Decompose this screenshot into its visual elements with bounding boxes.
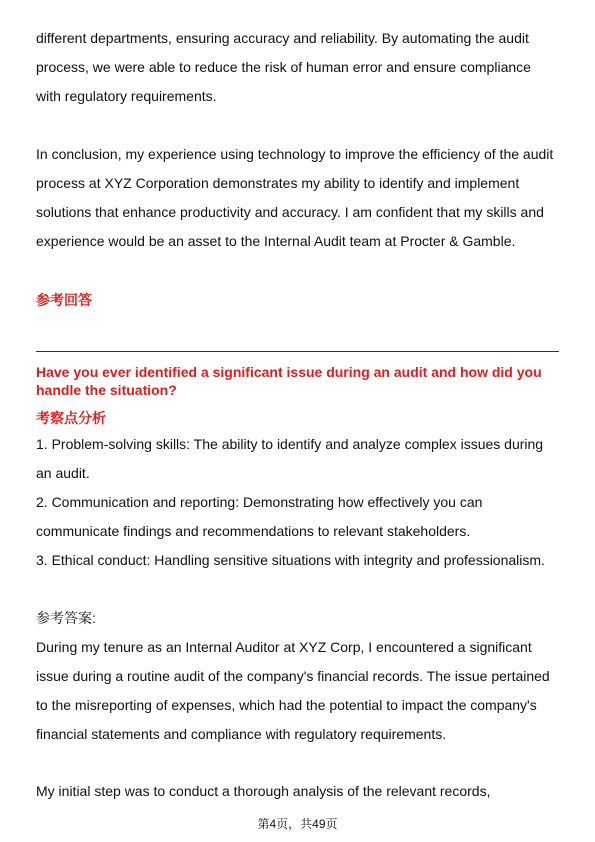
answer-paragraph: My initial step was to conduct a thorough analysis of the relevant records, [36,783,491,799]
answer-label: 参考答案: [36,610,96,626]
section-divider [36,351,559,352]
paragraph-conclusion: In conclusion, my experience using technology to improve the efficiency of the audit process at XYZ Corporation demonstrates my ability to identify and implement solutions that enhance productivity and accuracy. I am confident that my skills and experience would be an asset to the Internal Audit team at Procter & Gamble. [36,146,554,249]
reference-answer-label: 参考回答 [36,292,92,308]
question-heading: Have you ever identified a significant issue during an audit and how did you handle the situation? [36,364,542,398]
page-footer: 第4页，共49页 [257,817,338,831]
analysis-point: 1. Problem-solving skills: The ability to identify and analyze complex issues during an audit. [36,436,544,481]
analysis-point: 3. Ethical conduct: Handling sensitive situations with integrity and professionalism. [36,552,545,568]
analysis-point: 2. Communication and reporting: Demonstrating how effectively you can communicate findings and recommendations to relevant stakeholders. [36,494,483,539]
analysis-label: 考察点分析 [36,410,106,426]
answer-paragraph: During my tenure as an Internal Auditor at XYZ Corp, I encountered a significant issue during a routine audit of the company's financial records. The issue pertained to the misreporting of expenses, which had the potential to impact the company's financial statements and compliance with regulatory requirements. [36,639,550,742]
paragraph-continuation: different departments, ensuring accuracy and reliability. By automating the audit process, we were able to reduce the risk of human error and ensure compliance with regulatory requirements. [36,30,531,104]
